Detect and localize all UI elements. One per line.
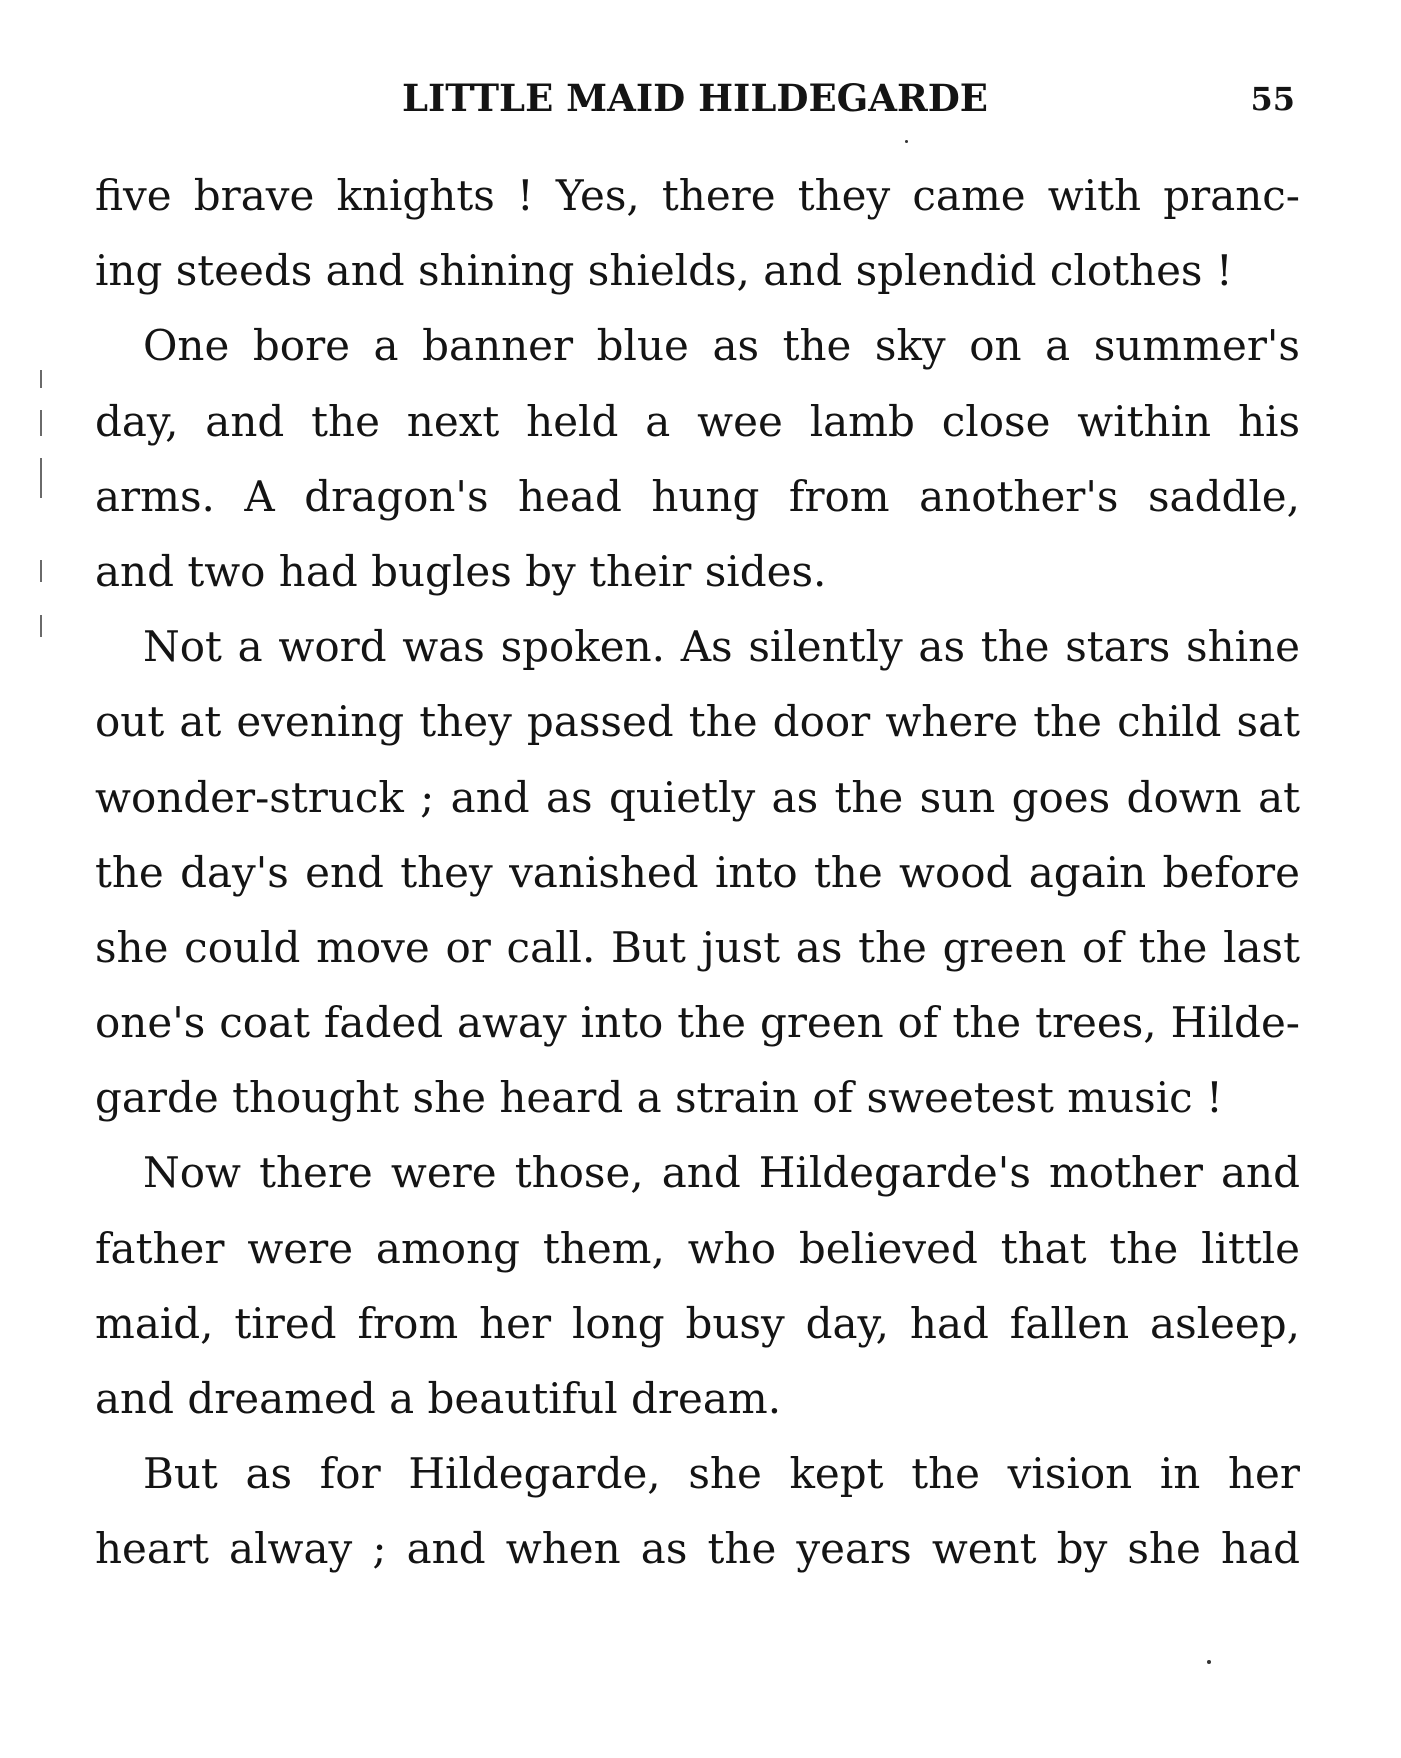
text-line: garde thought she heard a strain of sweetest music ! [95, 1073, 1223, 1123]
print-speck [905, 140, 908, 143]
print-speck [1207, 1660, 1211, 1664]
text-line: day, and the next held a wee lamb close within his [95, 396, 1300, 446]
text-line: But as for Hildegarde, she kept the vision in her [143, 1449, 1300, 1499]
text-line: out at evening they passed the door where the child sat [95, 697, 1300, 747]
text-line: father were among them, who believed that the little [95, 1223, 1300, 1273]
text-line: she could move or call. But just as the green of the last [95, 922, 1300, 972]
text-line: maid, tired from her long busy day, had fallen asleep, [95, 1298, 1300, 1348]
text-line: heart alway ; and when as the years went by she had [95, 1524, 1300, 1574]
running-head [95, 70, 1295, 130]
text-line: one's coat faded away into the green of the trees, Hilde- [95, 998, 1300, 1048]
text-line: ing steeds and shining shields, and splendid clothes ! [95, 246, 1233, 296]
text-line: five brave knights ! Yes, there they came with pranc- [95, 171, 1300, 220]
text-line: wonder-struck ; and as quietly as the sun goes down at [95, 772, 1300, 822]
text-line: One bore a banner blue as the sky on a summer's [143, 321, 1300, 371]
text-line: Now there were those, and Hildegarde's mother and [143, 1148, 1300, 1198]
body-text [95, 158, 1300, 1587]
text-line: Not a word was spoken. As silently as the stars shine [143, 622, 1300, 672]
text-line: the day's end they vanished into the wood again before [95, 847, 1300, 897]
running-title: LITTLE MAID HILDEGARDE [401, 76, 989, 120]
page-number: 55 [1250, 80, 1295, 118]
text-line: arms. A dragon's head hung from another's saddle, [95, 471, 1300, 521]
margin-marks [36, 370, 50, 640]
text-line: and dreamed a beautiful dream. [95, 1374, 782, 1423]
text-line: and two had bugles by their sides. [95, 546, 827, 596]
